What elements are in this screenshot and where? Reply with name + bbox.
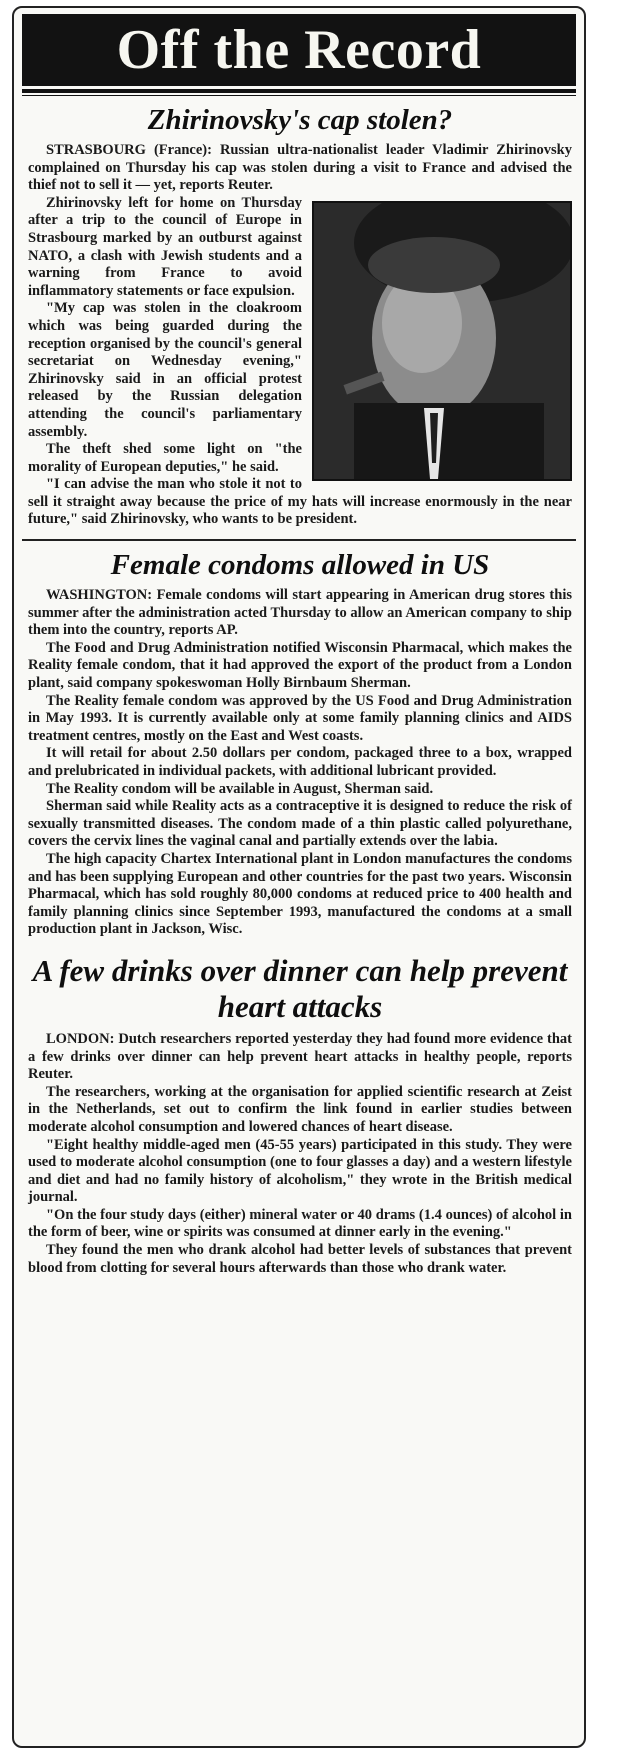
section-divider: [22, 539, 576, 541]
article-female-condoms: [14, 549, 584, 939]
newspaper-clipping: [12, 6, 586, 1748]
article-paragraph: The researchers, working at the organisation for applied scientific research at Zeist in the Netherlands, set out to confirm the link found in earlier studies between moderate alcohol consumption and lowered chances of heart disease.: [28, 1083, 572, 1135]
article-paragraph: The Food and Drug Administration notified Wisconsin Pharmacal, which makes the Reality female condom, that it had approved the export of the product from a London plant, said company spokeswoman Holly Birnbaum Sherman.: [28, 639, 572, 692]
portrait-illustration: [314, 203, 570, 479]
article-heart-attacks: [14, 953, 584, 1277]
article-paragraph: "Eight healthy middle-aged men (45-55 years) participated in this study. They were used to moderate alcohol consumption (one to four glasses a day) and a western lifestyle and diet and had no family history of alcoholism," they wrote in the British medical journal.: [28, 1136, 572, 1206]
article-paragraph: They found the men who drank alcohol had better levels of substances that prevent blood from clotting for several hours afterwards than those who drank water.: [28, 1242, 572, 1276]
article-paragraph: Sherman said while Reality acts as a contraceptive it is designed to reduce the risk of sexually transmitted diseases. The condom made of a thin plastic called polyurethane, covers the cervix lines the vaginal canal and partially extends over the labia.: [28, 798, 572, 850]
article-paragraph: It will retail for about 2.50 dollars per condom, packaged three to a box, wrapped and prelubricated in individual packets, with additional lubricant provided.: [28, 745, 572, 779]
headline-female-condoms: Female condoms allowed in US: [110, 549, 490, 582]
portrait-photo: [312, 201, 572, 481]
article-paragraph: "My cap was stolen in the cloakroom which was being guarded during the reception organised by the council's general secretariat on Wednesday evening," Zhirinovsky said in an official protest released by the Russian delegation attending the council's parliamentary assembly.: [28, 300, 302, 440]
article-zhirinovsky: [14, 104, 584, 529]
article-paragraph: The theft shed some light on "the morality of European deputies," he said.: [28, 441, 302, 475]
masthead-rule-thin: [22, 95, 576, 96]
article-paragraph: LONDON: Dutch researchers reported yesterday they had found more evidence that a few drinks over dinner can help prevent heart attacks in healthy people, reports Reuter.: [28, 1030, 572, 1083]
article-paragraph: "On the four study days (either) mineral water or 40 drams (1.4 ounces) of alcohol in the form of beer, wine or spirits was consumed at dinner early in the evening.": [28, 1206, 572, 1241]
masthead-title: Off the Record: [22, 14, 576, 86]
article-paragraph: "I can advise the man who stole it not to sell it straight away because the price of my hats will increase enormously in the near future," said Zhirinovsky, who wants to be president.: [28, 476, 572, 528]
article-paragraph: The Reality female condom was approved by the US Food and Drug Administration in May 1993. It is currently available only at some family planning clinics and AIDS treatment centres, mostly on the East and West coasts.: [28, 692, 572, 744]
article-paragraph: Zhirinovsky left for home on Thursday after a trip to the council of Europe in Strasbourg marked by an outburst against NATO, a clash with Jewish students and a warning from France to avoid inflammatory statements or face expulsion.: [28, 194, 302, 299]
headline-zhirinovsky: Zhirinovsky's cap stolen?: [147, 104, 453, 136]
article-paragraph: The high capacity Chartex International plant in London manufactures the condoms and has been supplying European and other countries for the past two years. Wisconsin Pharmacal, which has sold roughly 80,000 condoms at reduced price to 400 health and family planning clinics since September 1993, manufactured the condoms at a small production plant in Jackson, Wisc.: [28, 850, 572, 938]
article-paragraph: The Reality condom will be available in August, Sherman said.: [46, 780, 434, 797]
headline-heart-attacks: A few drinks over dinner can help prevent heart attacks: [32, 952, 568, 1024]
article-paragraph: WASHINGTON: Female condoms will start appearing in American drug stores this summer after the administration acted Thursday to allow an American company to ship them into the country, reports AP.: [28, 587, 572, 639]
article-paragraph: STRASBOURG (France): Russian ultra-nationalist leader Vladimir Zhirinovsky complained on Thursday his cap was stolen during a visit to France and advised the thief not to sell it — yet, reports Reuter.: [28, 142, 572, 194]
masthead-rule: [22, 89, 576, 93]
